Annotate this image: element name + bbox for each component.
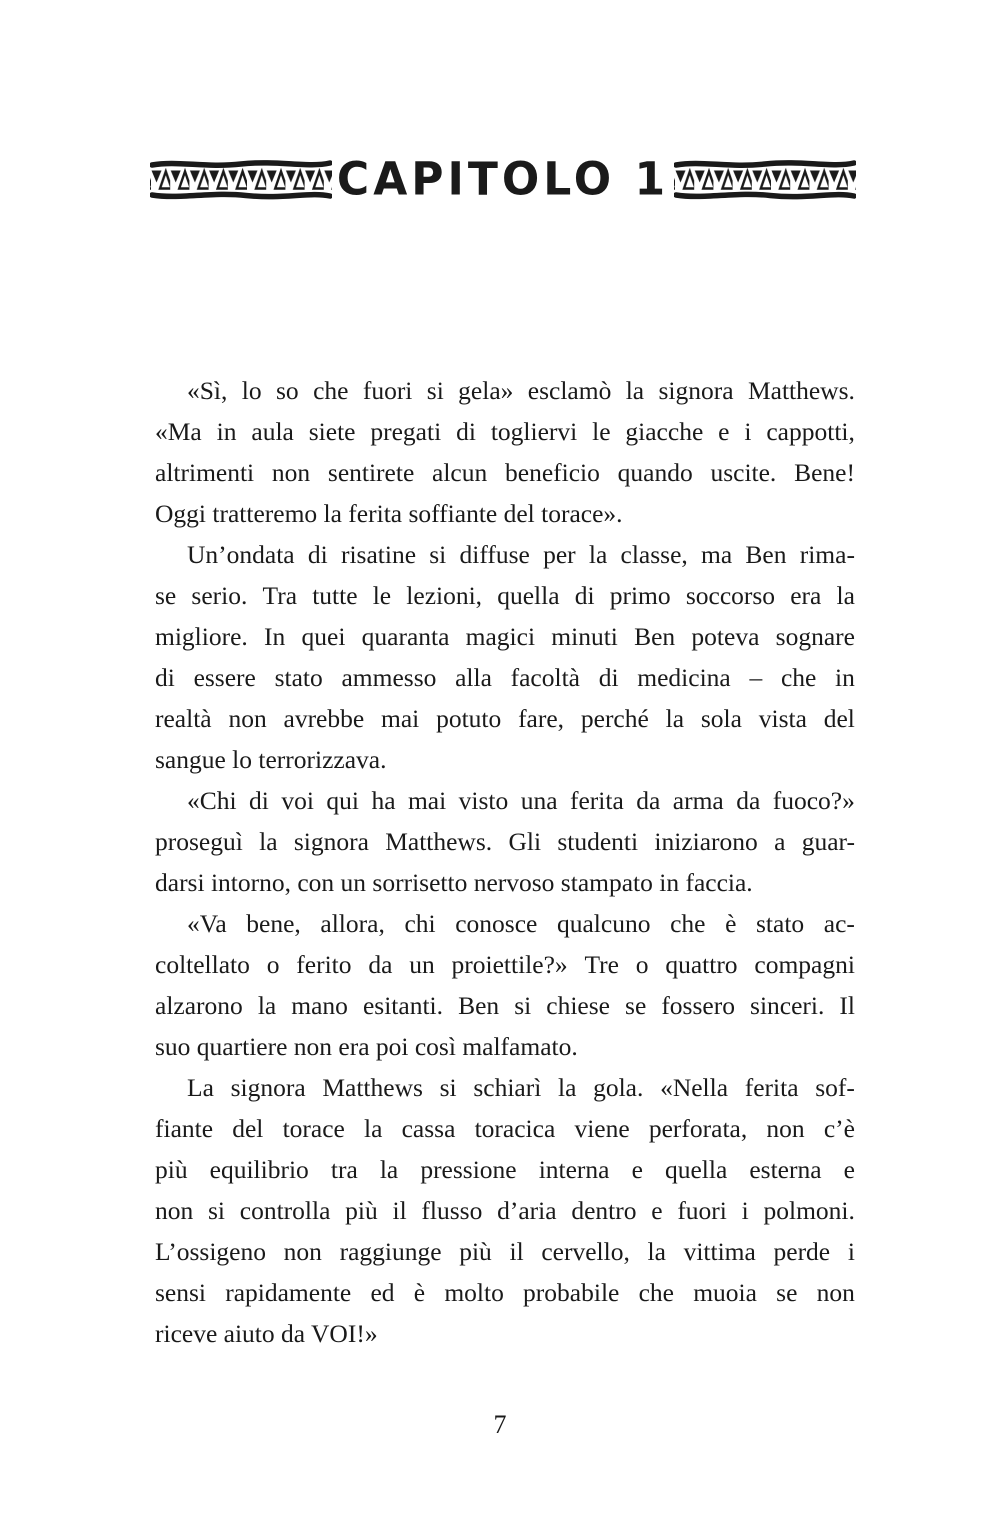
text-line: migliore. In quei quaranta magici minuti Ben poteva sognare — [155, 622, 855, 651]
text-line: «Va bene, allora, chi conosce qualcuno che è stato ac- — [187, 909, 855, 938]
tribal-border-left-icon — [150, 158, 332, 202]
text-line: suo quartiere non era poi così malfamato. — [155, 1032, 578, 1061]
text-line: La signora Matthews si schiarì la gola. «Nella ferita sof- — [187, 1073, 855, 1102]
text-line: di essere stato ammesso alla facoltà di medicina – che in — [155, 663, 855, 692]
page-number: 7 — [493, 1410, 507, 1439]
text-line: sangue lo terrorizzava. — [155, 745, 387, 774]
text-line: darsi intorno, con un sorrisetto nervoso stampato in faccia. — [155, 868, 753, 897]
chapter-title: CAPITOLO 1 — [336, 152, 670, 206]
text-line: alzarono la mano esitanti. Ben si chiese se fossero sinceri. Il — [155, 991, 855, 1020]
text-line: «Ma in aula siete pregati di togliervi le giacche e i cappotti, — [155, 417, 855, 446]
text-line: sensi rapidamente ed è molto probabile che muoia se non — [155, 1278, 855, 1307]
text-line: proseguì la signora Matthews. Gli studenti iniziarono a guar- — [155, 827, 855, 856]
text-line: «Chi di voi qui ha mai visto una ferita da arma da fuoco?» — [187, 786, 855, 815]
chapter-header — [150, 152, 856, 206]
text-line: realtà non avrebbe mai potuto fare, perché la sola vista del — [155, 704, 855, 733]
text-line: fiante del torace la cassa toracica viene perforata, non c’è — [155, 1114, 855, 1143]
tribal-border-right-icon — [674, 158, 856, 202]
text-line: coltellato o ferito da un proiettile?» Tre o quattro compagni — [155, 950, 855, 979]
text-line: se serio. Tra tutte le lezioni, quella di primo soccorso era la — [155, 581, 855, 610]
text-line: più equilibrio tra la pressione interna e quella esterna e — [155, 1155, 855, 1184]
text-line: «Sì, lo so che fuori si gela» esclamò la signora Matthews. — [187, 376, 855, 405]
text-line: Oggi tratteremo la ferita soffiante del torace». — [155, 499, 623, 528]
body-text — [155, 370, 855, 1354]
text-line: Un’ondata di risatine si diffuse per la classe, ma Ben rima- — [187, 540, 855, 569]
text-line: non si controlla più il flusso d’aria dentro e fuori i polmoni. — [155, 1196, 855, 1225]
text-line: riceve aiuto da VOI!» — [155, 1319, 378, 1348]
text-line: altrimenti non sentirete alcun beneficio quando uscite. Bene! — [155, 458, 855, 487]
text-line: L’ossigeno non raggiunge più il cervello, la vittima perde i — [155, 1237, 855, 1266]
